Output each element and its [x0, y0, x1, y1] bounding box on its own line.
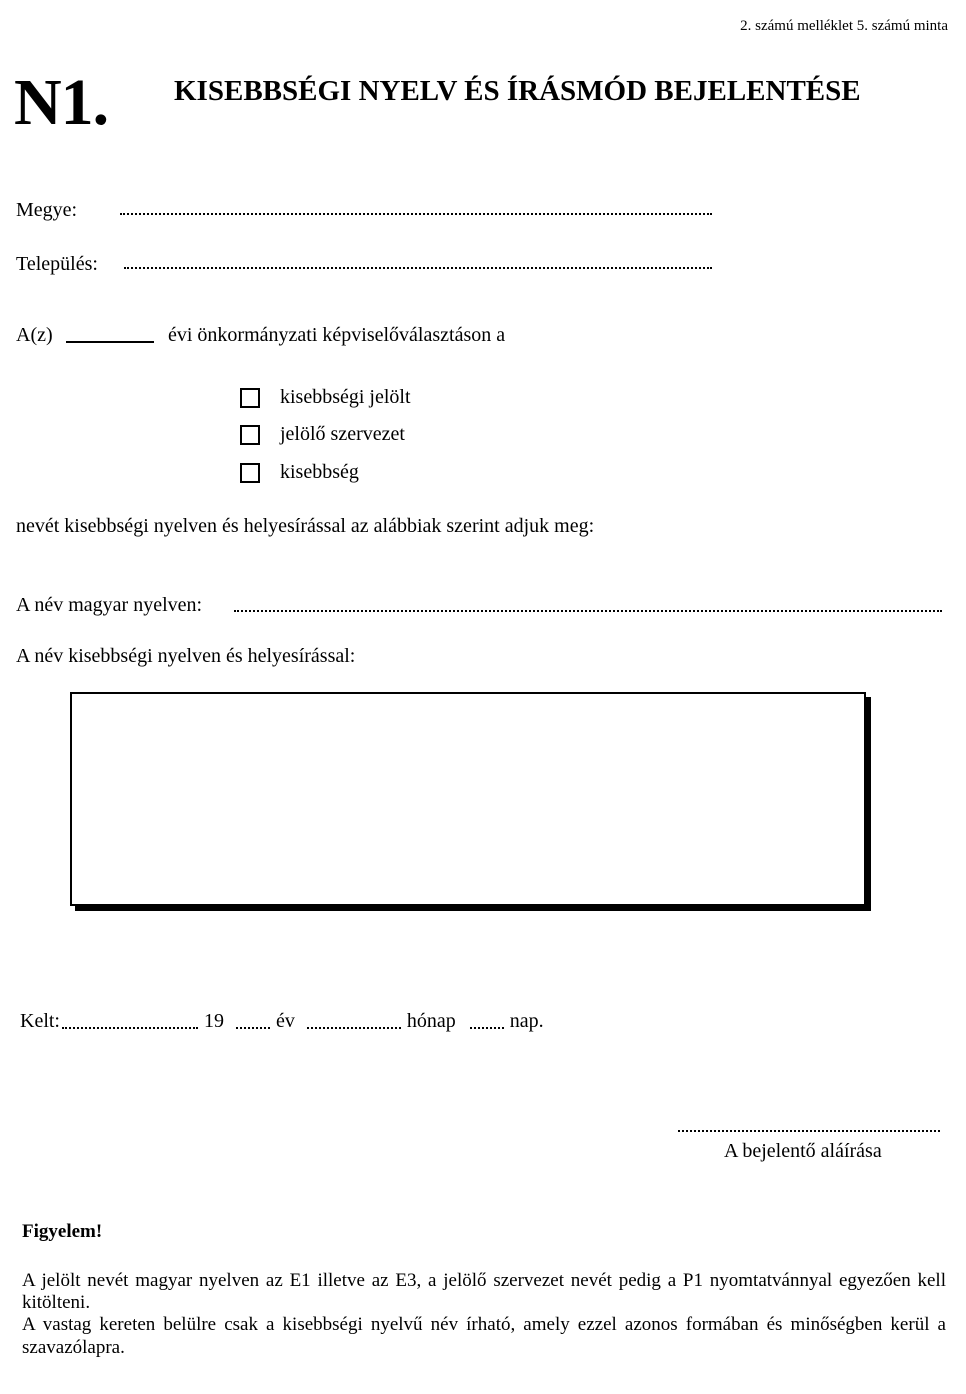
kelt-label: Kelt:: [20, 1010, 60, 1032]
warning-paragraph-2: A vastag kereten belülre csak a kisebbségi nyelvű név írható, amely ezzel azonos formában és minőségben kerül a szavazólapra.: [22, 1314, 946, 1358]
year-label: év: [276, 1010, 295, 1032]
date-row: [20, 1010, 544, 1033]
settlement-label: Település:: [16, 253, 98, 275]
option-minority-label: kisebbség: [280, 461, 359, 483]
option-organization[interactable]: [240, 423, 405, 446]
place-field[interactable]: [62, 1027, 198, 1029]
signature-label: A bejelentő aláírása: [724, 1140, 882, 1162]
option-organization-label: jelölő szervezet: [280, 423, 405, 445]
minority-name-label: A név kisebbségi nyelven és helyesírással:: [16, 645, 356, 667]
day-field[interactable]: [470, 1027, 504, 1029]
form-code: N1.: [14, 66, 109, 139]
checkbox-minority[interactable]: [240, 463, 260, 483]
signature-line[interactable]: [678, 1130, 940, 1132]
month-label: hónap: [406, 1010, 456, 1032]
instruction-text: nevét kisebbségi nyelven és helyesírással az alábbiak szerint adjuk meg:: [16, 515, 595, 537]
minority-name-box[interactable]: [70, 692, 866, 906]
checkbox-organization[interactable]: [240, 425, 260, 445]
warning-title: Figyelem!: [22, 1221, 103, 1242]
checkbox-candidate[interactable]: [240, 388, 260, 408]
election-year-field[interactable]: [66, 341, 154, 343]
election-text: évi önkormányzati képviselőválasztáson a: [168, 324, 506, 346]
warning-paragraph-1: A jelölt nevét magyar nyelven az E1 illetve az E3, a jelölő szervezet nevét pedig a P1 nyomtatvánnyal egyezően kell kitölteni.: [22, 1270, 946, 1314]
warning-text: [22, 1270, 946, 1359]
year-field[interactable]: [236, 1027, 270, 1029]
election-prefix: A(z): [16, 324, 53, 346]
county-label: Megye:: [16, 199, 78, 221]
county-field[interactable]: [120, 213, 712, 215]
century-label: 19: [204, 1010, 224, 1032]
option-candidate-label: kisebbségi jelölt: [280, 386, 411, 408]
hungarian-name-field[interactable]: [234, 610, 942, 612]
day-label: nap.: [509, 1010, 544, 1032]
settlement-field[interactable]: [124, 267, 712, 269]
page-title: KISEBBSÉGI NYELV ÉS ÍRÁSMÓD BEJELENTÉSE: [174, 75, 861, 107]
annex-note: 2. számú melléklet 5. számú minta: [740, 18, 948, 34]
option-minority[interactable]: [240, 461, 359, 484]
month-field[interactable]: [307, 1027, 401, 1029]
hungarian-name-label: A név magyar nyelven:: [16, 594, 203, 616]
option-candidate[interactable]: [240, 386, 411, 409]
